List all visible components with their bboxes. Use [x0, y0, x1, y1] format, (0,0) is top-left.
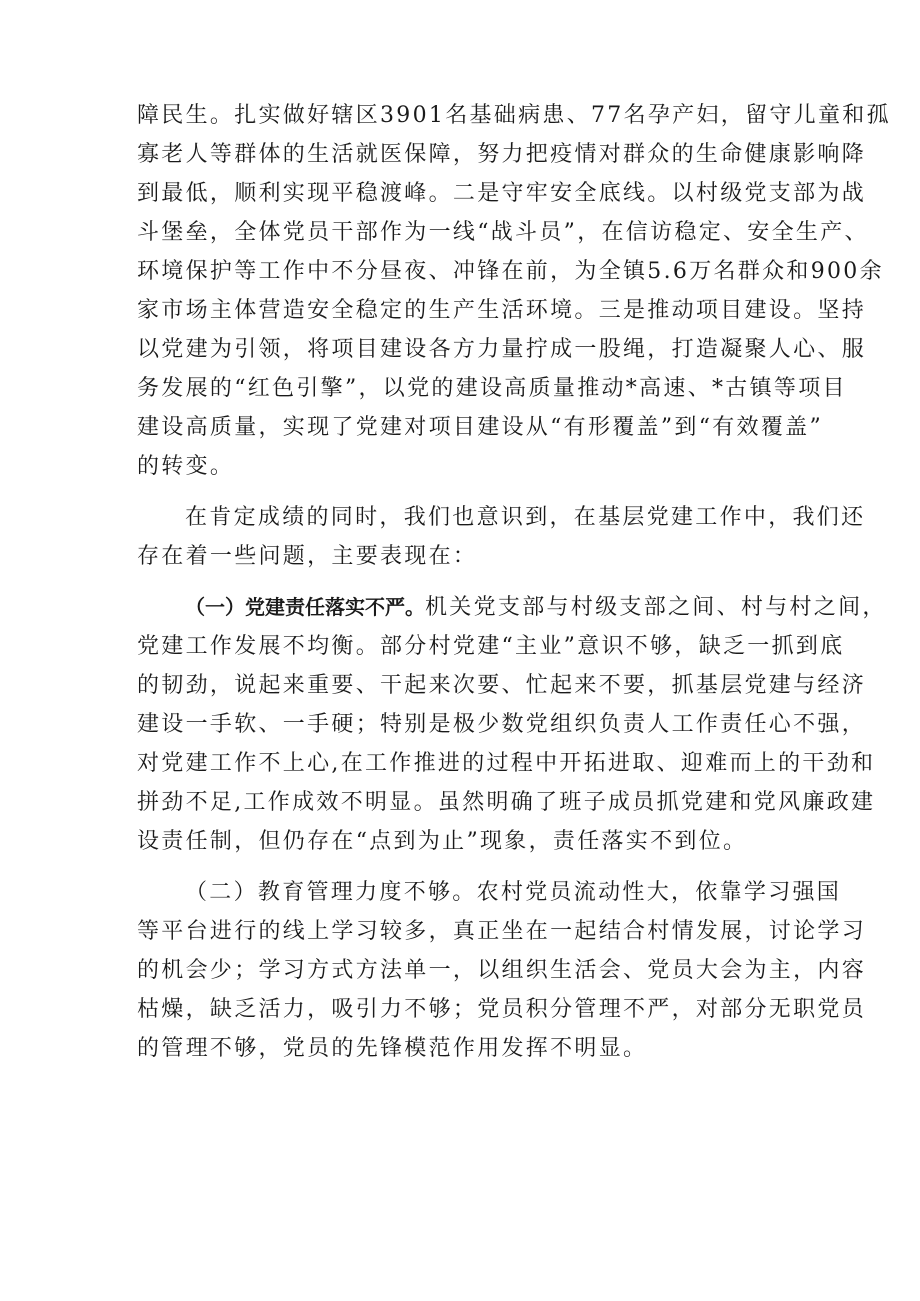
- text-line: 到最低，顺利实现平稳渡峰。二是守牢安全底线。以村级党支部为战: [137, 181, 867, 206]
- section-responsibility: [137, 588, 887, 861]
- text-line: 的转变。: [137, 454, 235, 479]
- section-heading: （一）党建责任落实不严。: [185, 595, 425, 619]
- text-line: 以党建为引领，将项目建设各方力量拧成一股绳，打造凝聚人心、服: [137, 337, 867, 362]
- paragraph-achievements: [137, 96, 891, 486]
- text-line: 党建工作发展不均衡。部分村党建“主业”意识不够，缺乏一抓到底: [137, 634, 845, 659]
- text-line: 建设一手软、一手硬；特别是极少数党组织负责人工作责任心不强，: [137, 712, 867, 737]
- text-line: 的管理不够，党员的先锋模范作用发挥不明显。: [137, 1036, 648, 1061]
- text-line: 在肯定成绩的同时，我们也意识到，在基层党建工作中，我们还: [185, 505, 866, 530]
- text-line: （二）教育管理力度不够。农村党员流动性大，依靠学习强国: [185, 880, 842, 905]
- text-line: 务发展的“红色引擎”，以党的建设高质量推动*高速、*古镇等项目: [137, 376, 847, 401]
- text-line: 枯燥，缺乏活力，吸引力不够；党员积分管理不严，对部分无职党员: [137, 997, 867, 1022]
- text-line: 的机会少；学习方式方法单一，以组织生活会、党员大会为主，内容: [137, 958, 867, 983]
- text-line: [137, 588, 887, 627]
- text-line: 对党建工作不上心,在工作推进的过程中开拓进取、迎难而上的干劲和: [137, 751, 876, 776]
- text-line: 拼劲不足,工作成效不明显。虽然明确了班子成员抓党建和党风廉政建: [137, 790, 876, 815]
- section-education: [137, 873, 867, 1068]
- document-body: [137, 96, 891, 1068]
- text-line: 环境保护等工作中不分昼夜、冲锋在前，为全镇5.6万名群众和900余: [137, 259, 884, 284]
- text-line: 寡老人等群体的生活就医保障，努力把疫情对群众的生命健康影响降: [137, 142, 867, 167]
- text-line: 障民生。扎实做好辖区3901名基础病患、77名孕产妇，留守儿童和孤: [137, 103, 891, 128]
- text-line: 的韧劲，说起来重要、干起来次要、忙起来不要，抓基层党建与经济: [137, 673, 867, 698]
- text-line: 等平台进行的线上学习较多，真正坐在一起结合村情发展，讨论学习: [137, 919, 867, 944]
- text-line: 存在着一些问题，主要表现在：: [137, 544, 478, 569]
- text-line: 建设高质量，实现了党建对项目建设从“有形覆盖”到“有效覆盖”: [137, 415, 823, 440]
- text-line: 家市场主体营造安全稳定的生产生活环境。三是推动项目建设。坚持: [137, 298, 867, 323]
- text-line: 设责任制，但仍存在“点到为止”现象，责任落实不到位。: [137, 829, 748, 854]
- section-heading-rest: 机关党支部与村级支部之间、村与村之间，: [425, 595, 887, 620]
- paragraph-problems-intro: [137, 498, 866, 576]
- text-line: 斗堡垒，全体党员干部作为一线“战斗员”，在信访稳定、安全生产、: [137, 220, 869, 245]
